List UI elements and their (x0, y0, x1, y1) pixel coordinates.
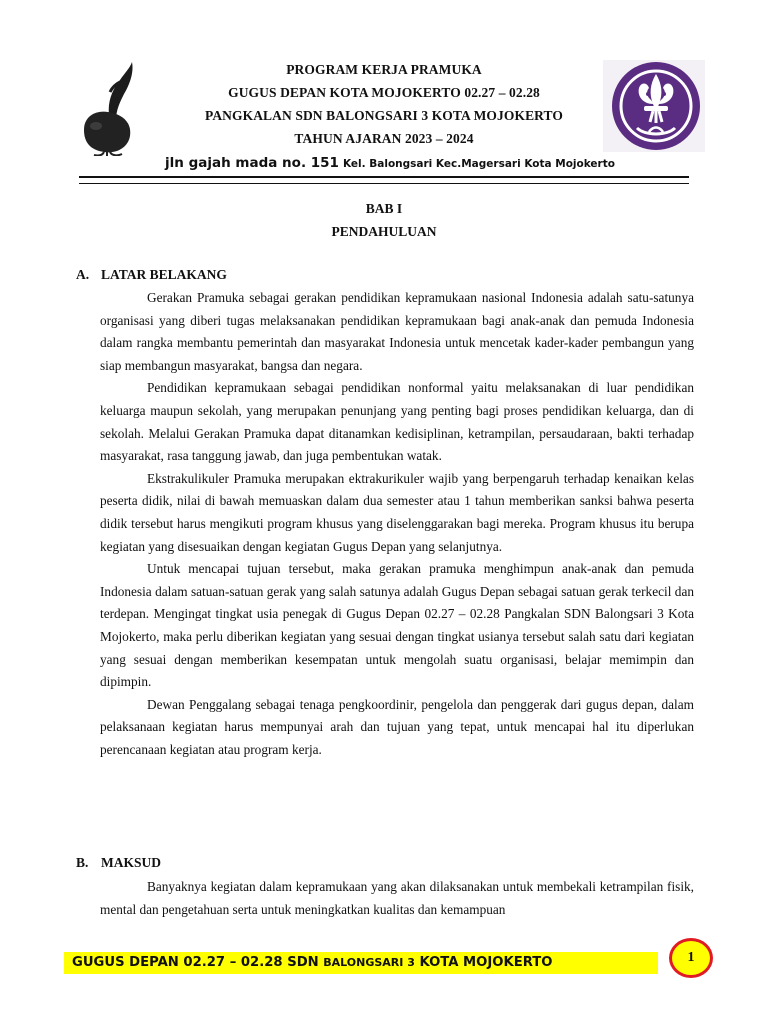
tunas-kelapa-logo (76, 60, 142, 156)
section-b-heading (76, 855, 161, 871)
paragraph: Banyaknya kegiatan dalam kepramukaan yang akan dilaksanakan untuk membekali ketrampilan fisik, mental dan pengetahuan serta untuk meningkatkan kualitas dan kemampuan (100, 879, 694, 917)
section-b-body (100, 876, 694, 921)
letterhead-pangkalan: PANGKALAN SDN BALONGSARI 3 KOTA MOJOKERTO (204, 108, 564, 123)
footer-city: KOTA MOJOKERTO (414, 955, 553, 970)
letterhead-address (110, 154, 670, 172)
address-district: Kel. Balongsari Kec.Magersari Kota Mojokerto (342, 158, 615, 170)
page-number-badge (669, 938, 713, 978)
section-b-title: MAKSUD (101, 855, 161, 870)
letterhead-rule-thick (79, 176, 689, 178)
chapter-title: PENDAHULUAN (331, 224, 437, 239)
chapter-number: BAB I (365, 201, 403, 216)
letterhead-title: PROGRAM KERJA PRAMUKA (286, 62, 482, 77)
section-b-letter: B. (76, 855, 89, 870)
page-number: 1 (687, 950, 695, 965)
letterhead-rule-thin (79, 183, 689, 184)
section-a-letter: A. (76, 267, 90, 282)
address-street: jln gajah mada no. 151 (165, 155, 339, 171)
letterhead-gugus-depan: GUGUS DEPAN KOTA MOJOKERTO 02.27 – 02.28 (228, 85, 540, 100)
paragraph: Dewan Penggalang sebagai tenaga pengkoordinir, pengelola dan penggerak dari gugus depan, dalam pelaksanaan kegiatan harus mempunyai arah dan tujuan yang tepat, untuk mencapai hal itu diperlukan perencanaan kegiatan atau program kerja. (100, 696, 694, 757)
section-a-body (100, 287, 694, 761)
footer-gugus: GUGUS DEPAN 02.27 – 02.28 SDN (72, 955, 324, 970)
letterhead-tahun-ajaran: TAHUN AJARAN 2023 – 2024 (294, 131, 474, 146)
section-a-heading (76, 267, 227, 283)
paragraph: Gerakan Pramuka sebagai gerakan pendidikan kepramukaan nasional Indonesia adalah satu-satunya organisasi yang diberi tugas melaksanakan pendidikan kepramukaan bagi anak-anak dan pemuda Indonesia dalam rangka membantu pemerintah dan masyarakat Indonesia untuk mencetak kader-kader pembangun yang siap membangun masyarakat, bangsa dan negara. (100, 290, 694, 373)
paragraph: Pendidikan kepramukaan sebagai pendidikan nonformal yaitu melaksanakan di luar pendidikan keluarga maupun sekolah, yang merupakan penunjang yang penting bagi proses pendidikan keluarga, dan di sekolah. Melalui Gerakan Pramuka dapat ditanamkan kedisiplinan, ketrampilan, persaudaraan, bakti terhadap masyarakat, rasa tanggung jawab, dan juga pembentukan watak. (100, 380, 694, 464)
paragraph: Ekstrakulikuler Pramuka merupakan ektrakurikuler wajib yang berpengaruh terhadap kenaikan kelas peserta didik, nilai di bawah memuaskan dalam dua semester atau 1 tahun memberikan sanksi bahwa peserta didik tersebut harus mengikuti program khusus yang diselenggarakan bagi mereka. Program khusus itu berupa kegiatan yang disesuaikan dengan kegiatan Gugus Depan yang selanjutnya. (100, 470, 694, 554)
paragraph: Untuk mencapai tujuan tersebut, maka gerakan pramuka menghimpun anak-anak dan pemuda Indonesia dalam satuan-satuan gerak yang salah satunya adalah Gugus Depan sebagai satuan gerak terkecil dan terdepan. Mengingat tingkat usia penegak di Gugus Depan 02.27 – 02.28 Pangkalan SDN Balongsari 3 Kota Mojokerto, maka perlu diberikan kegiatan yang sesuai dengan tingkat usianya tersebut salah satu dari kegiatan yang sesuai dengan memberikan kesempatan untuk mengolah suatu organisasi, belajar memimpin dan dipimpin. (100, 561, 694, 690)
world-scout-logo (603, 60, 705, 152)
section-a-title: LATAR BELAKANG (101, 267, 227, 282)
footer-school: BALONGSARI 3 (323, 956, 415, 969)
footer-text (72, 955, 553, 970)
